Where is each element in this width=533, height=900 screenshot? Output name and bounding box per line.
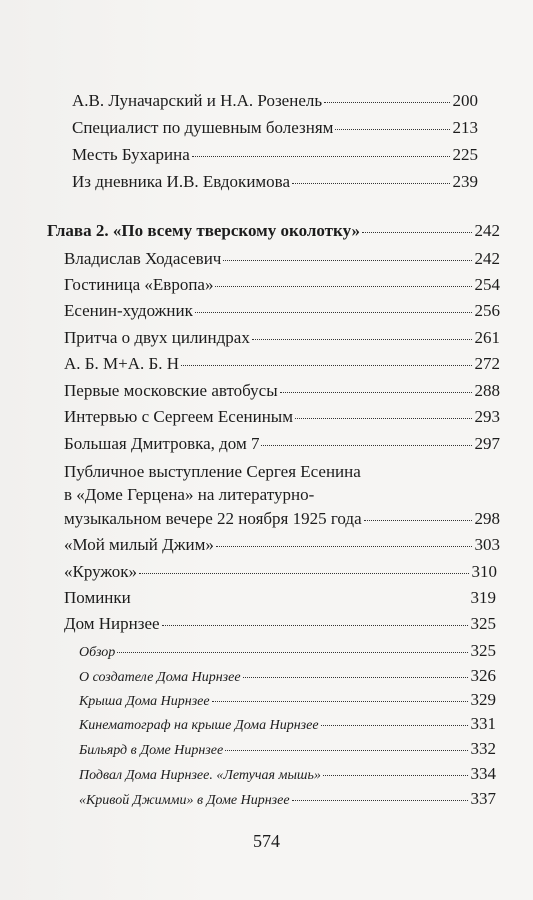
toc-chapter-heading (47, 221, 500, 241)
toc-entry-page: 337 (470, 789, 496, 808)
leader-dots (295, 417, 472, 419)
toc-entry (72, 145, 478, 165)
toc-entry-title: «Мой милый Джим» (64, 535, 214, 554)
toc-entry (64, 509, 500, 529)
leader-dots (215, 285, 471, 287)
toc-entry-title: О создателе Дома Нирнзее (79, 670, 241, 685)
toc-entry-page: 310 (471, 562, 497, 581)
toc-entry-page: 261 (474, 328, 500, 347)
toc-entry-title: «Кривой Джимми» в Доме Нирнзее (79, 793, 290, 808)
leader-dots (212, 700, 468, 702)
leader-dots (162, 624, 468, 626)
toc-entry (64, 562, 497, 582)
toc-subentry (79, 789, 496, 811)
leader-dots (335, 128, 449, 130)
leader-dots (133, 598, 468, 600)
toc-entry-page: 297 (474, 434, 500, 453)
leader-dots (195, 311, 472, 313)
toc-entry-page: 331 (470, 714, 496, 733)
toc-entry (64, 275, 500, 295)
toc-entry-page: 200 (452, 91, 478, 110)
toc-entry-page: 242 (474, 221, 500, 240)
toc-entry (72, 118, 478, 138)
toc-entry (64, 614, 496, 634)
toc-subentry (79, 739, 496, 761)
toc-entry-page: 272 (474, 354, 500, 373)
toc-entry (64, 381, 500, 401)
toc-entry-title: музыкальном вечере 22 ноября 1925 года (64, 509, 362, 528)
toc-entry-title: Подвал Дома Нирнзее. «Летучая мышь» (79, 768, 321, 783)
toc-entry (72, 91, 478, 111)
toc-subentry (79, 714, 496, 736)
toc-subentry (79, 666, 496, 688)
toc-entry (72, 172, 478, 192)
toc-entry-page: 225 (452, 145, 478, 164)
leader-dots (223, 259, 471, 261)
toc-entry-title: А.В. Луначарский и Н.А. Розенель (72, 91, 323, 110)
toc-entry-title: Месть Бухарина (72, 145, 190, 164)
toc-entry-page: 326 (470, 666, 496, 685)
toc-entry-page: 303 (474, 535, 500, 554)
toc-entry-page: 325 (470, 641, 496, 660)
leader-dots (292, 182, 449, 184)
leader-dots (261, 444, 471, 446)
leader-dots (225, 749, 467, 751)
toc-entry-title: Крыша Дома Нирнзее (79, 694, 210, 709)
toc-subentry (79, 690, 496, 712)
toc-entry-title: Интервью с Сергеем Есениным (64, 407, 293, 426)
toc-entry-title: Поминки (64, 588, 131, 607)
toc-entry-page: 298 (474, 509, 500, 528)
leader-dots (139, 572, 469, 574)
leader-dots (243, 676, 468, 678)
toc-entry-page: 329 (470, 690, 496, 709)
leader-dots (324, 101, 449, 103)
toc-entry-title: Глава 2. «По всему тверскому околотку» (47, 221, 360, 240)
leader-dots (181, 364, 471, 366)
toc-entry-page: 256 (474, 301, 500, 320)
toc-entry (64, 535, 500, 555)
toc-entry (64, 249, 500, 269)
toc-entry-page: 254 (474, 275, 500, 294)
toc-entry-page: 242 (474, 249, 500, 268)
toc-entry-title: Кинематограф на крыше Дома Нирнзее (79, 718, 319, 733)
toc-entry-title: А. Б. М+А. Б. Н (64, 354, 180, 373)
leader-dots (292, 799, 468, 801)
leader-dots (321, 724, 468, 726)
toc-entry (64, 588, 496, 608)
leader-dots (280, 391, 472, 393)
toc-entry (64, 434, 500, 454)
toc-entry (64, 354, 500, 374)
toc-entry-title: Большая Дмитровка, дом 7 (64, 434, 260, 453)
toc-subentry (79, 641, 496, 663)
toc-entry-title: Первые московские автобусы (64, 381, 278, 400)
leader-dots (192, 155, 450, 157)
toc-subentry (79, 764, 496, 786)
toc-entry-page: 288 (474, 381, 500, 400)
leader-dots (252, 338, 472, 340)
toc-entry-title-line: Публичное выступление Сергея Есенина (64, 462, 361, 481)
toc-entry-title: «Кружок» (64, 562, 137, 581)
toc-entry-page: 325 (470, 614, 496, 633)
toc-entry-multiline (64, 460, 361, 506)
toc-entry (64, 301, 500, 321)
leader-dots (362, 231, 472, 233)
toc-entry-title: Гостиница «Европа» (64, 275, 214, 294)
toc-entry-page: 293 (474, 407, 500, 426)
leader-dots (117, 651, 467, 653)
toc-entry-title: Специалист по душевным болезням (72, 118, 334, 137)
toc-entry-title: Есенин-художник (64, 301, 193, 320)
toc-entry (64, 407, 500, 427)
toc-entry (64, 328, 500, 348)
toc-entry-title: Обзор (79, 645, 116, 660)
leader-dots (216, 545, 472, 547)
toc-entry-page: 319 (470, 588, 496, 607)
toc-entry-page: 332 (470, 739, 496, 758)
toc-entry-title: Владислав Ходасевич (64, 249, 222, 268)
toc-entry-title: Дом Нирнзее (64, 614, 160, 633)
leader-dots (364, 519, 472, 521)
toc-entry-page: 239 (452, 172, 478, 191)
toc-entry-title: Из дневника И.В. Евдокимова (72, 172, 291, 191)
page-number: 574 (253, 831, 280, 851)
toc-entry-page: 213 (452, 118, 478, 137)
toc-entry-title: Притча о двух цилиндрах (64, 328, 250, 347)
toc-entry-page: 334 (470, 764, 496, 783)
leader-dots (323, 774, 468, 776)
toc-entry-title: Бильярд в Доме Нирнзее (79, 743, 224, 758)
toc-entry-title-line: в «Доме Герцена» на литературно- (64, 485, 315, 504)
